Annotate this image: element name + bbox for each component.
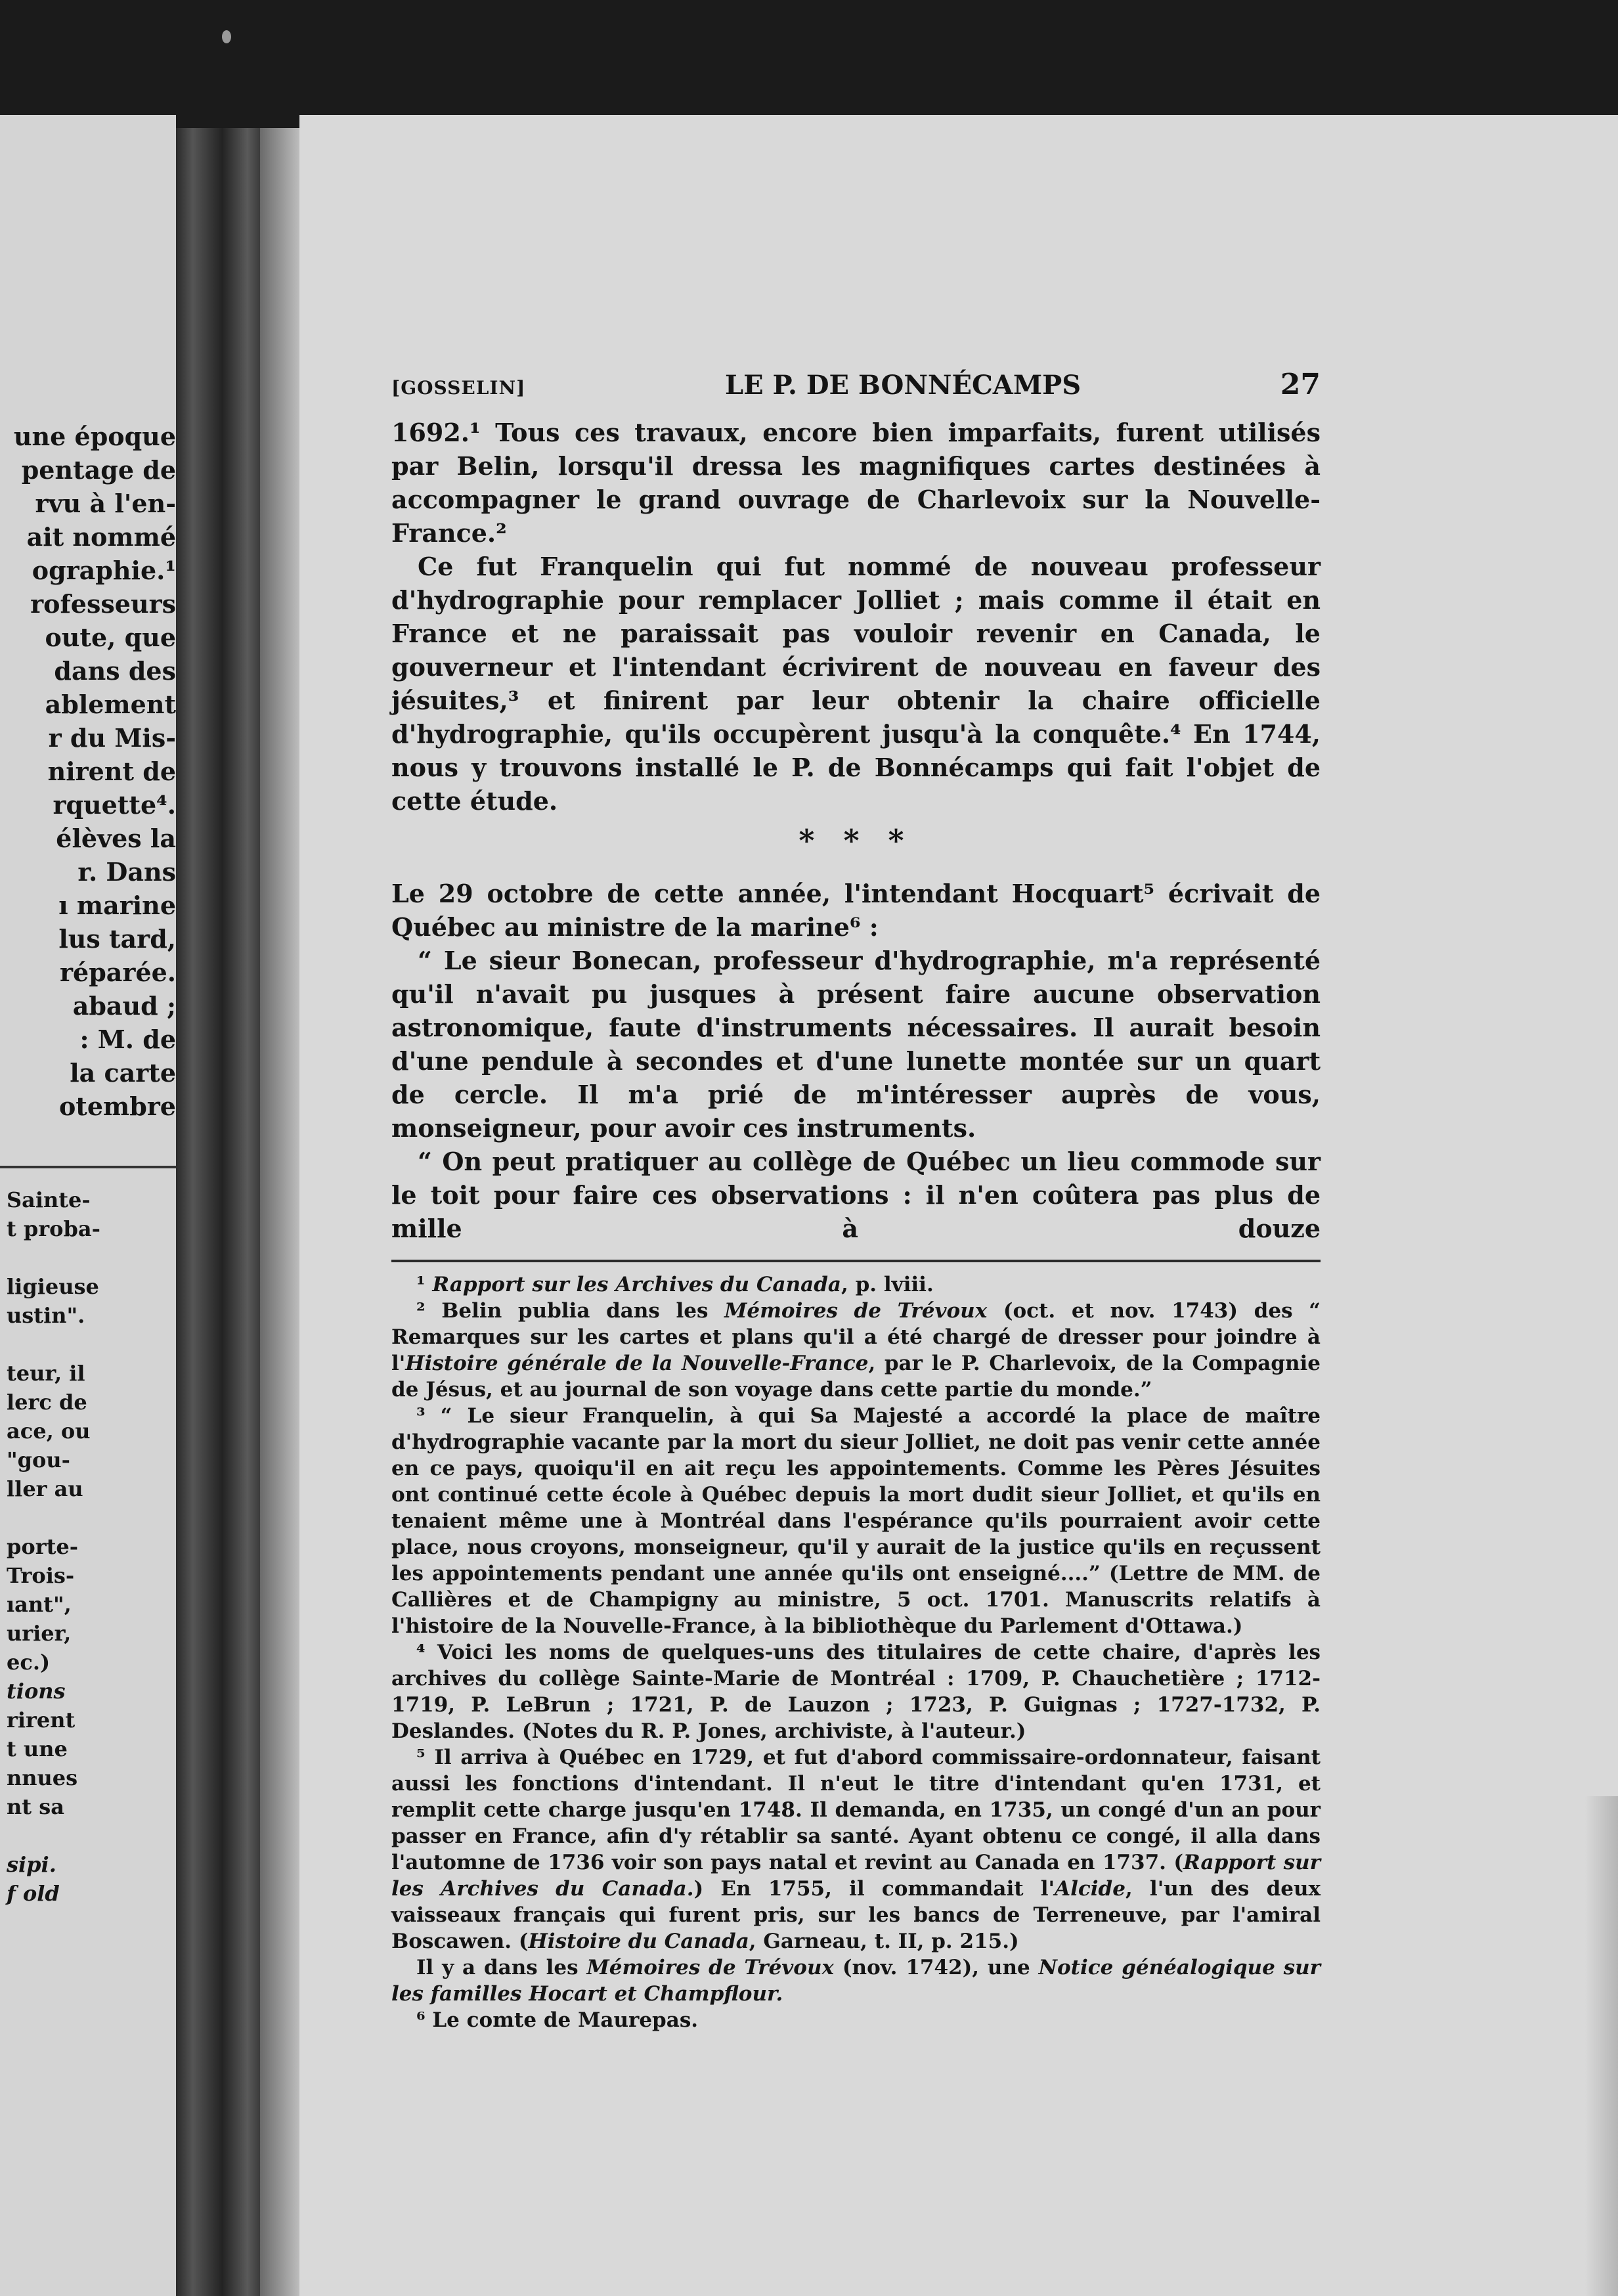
footnote-text: , Garneau, t. II, p. 215.) <box>749 1930 1019 1953</box>
left-page-line: rvu à l'en- <box>35 489 176 518</box>
left-footnote-line: teur, il <box>7 1361 85 1386</box>
book-gutter <box>176 128 260 2296</box>
page-curl-shadow <box>1585 1796 1618 2296</box>
left-footnote-line: sipi. <box>7 1852 56 1877</box>
footnote-text: , l'un des deux vaisseaux français qui furent pris, sur les bancs de Terreneuve, par l'amiral Boscawen. ( <box>391 1877 1321 1953</box>
footnote-text: , p. lviii. <box>841 1273 934 1296</box>
left-page-line: dans des <box>54 656 176 686</box>
footnote-1 <box>391 1271 1321 1298</box>
footnote-4: ⁴ Voici les noms de quelques-uns des titulaires de cette chaire, d'après les archives du collège Sainte-Marie de Montréal : 1709, P. Chauchetière ; 1712-1719, P. LeBrun ; 1721, P. de Lauzon ; 1723, P. Guignas ; 1727-1732, P. Deslandes. (Notes du R. P. Jones, archiviste, à l'auteur.) <box>391 1641 1321 1743</box>
left-page-line: ablement <box>45 690 176 719</box>
left-page-fragment <box>0 115 176 2296</box>
left-footnote-line: ligieuse <box>7 1274 99 1299</box>
left-footnote-line: lerc de <box>7 1390 87 1415</box>
footnote-title: Notice généalogique sur les familles Hocart et Champflour. <box>391 1956 1321 2006</box>
footnote-text: ² Belin publia dans les <box>416 1299 725 1323</box>
left-page-line: abaud ; <box>72 991 176 1021</box>
left-footnote-rule <box>0 1166 176 1168</box>
footnote-text: ⁵ Il arriva à Québec en 1729, et fut d'abord commissaire-ordonnateur, faisant aussi les fonctions d'intendant. Il n'eut le titre d'intendant qu'en 1731, et remplit cette charge jusqu'en 1748. Il demanda, en 1735, un congé d'un an pour passer en France, afin d'y rétablir sa santé. Ayant obtenu ce congé, il alla dans l'automne de 1736 voir son pays natal et revint au Canada en 1737. ( <box>391 1746 1321 1874</box>
running-head <box>391 368 1321 401</box>
left-page-line: réparée. <box>60 958 176 987</box>
left-page-line: ographie.¹ <box>32 556 176 585</box>
left-page-line: rofesseurs <box>30 589 176 619</box>
footnote-title: Histoire générale de la Nouvelle-France <box>405 1352 869 1375</box>
left-page-line: lus tard, <box>58 924 176 954</box>
left-footnote-line: t proba- <box>7 1216 100 1241</box>
left-page-line: une époque <box>13 422 176 451</box>
left-page-line: otembre <box>58 1092 176 1121</box>
left-footnote-line: nt sa <box>7 1794 64 1819</box>
left-footnote-line: ace, ou <box>7 1419 91 1444</box>
footnote-text: Il y a dans les <box>416 1956 587 1979</box>
left-page-line: élèves la <box>56 824 176 853</box>
left-footnote-line: ıant", <box>7 1592 72 1617</box>
left-page-line: ait nommé <box>26 522 176 552</box>
left-page-line: la carte <box>70 1058 176 1088</box>
left-page-line: oute, que <box>45 623 176 652</box>
left-footnote-line: Trois- <box>7 1563 75 1588</box>
footnote-text: (oct. et nov. 1743) des “ Remarques sur les cartes et plans qu'il a été chargé de dresser pour joindre à l' <box>391 1299 1321 1375</box>
footnote-title: Mémoires de Trévoux <box>724 1299 988 1323</box>
footnote-ship-name: Alcide <box>1055 1877 1126 1901</box>
footnote-3: ³ “ Le sieur Franquelin, à qui Sa Majesté a accordé la place de maître d'hydrographie vacante par la mort du sieur Jolliet, ne doit pas venir cette année en ce pays, quoiqu'il en ait reçu les appointements. Comme les Pères Jésuites ont continué cette école à Québec depuis la mort dudit sieur Jolliet, et qu'ils en tenaient même une à Montréal dans l'espérance qu'ils pourraient avoir cette place, nous croyons, monseigneur, qu'il y aurait de la justice qu'ils en reçussent les appointements pendant une année qu'ils ont enseigné....” (Lettre de MM. de Callières et de Champigny au ministre, 5 oct. 1701. Manuscrits relatifs à l'histoire de la Nouvelle-France, à la bibliothèque du Parlement d'Ottawa.) <box>391 1404 1321 1638</box>
section-break-asterism: * * * <box>798 823 913 858</box>
paragraph-5: “ On peut pratiquer au collège de Québec un lieu commode sur le toit pour faire ces observations : il n'en coûtera pas plus de mille à douze <box>391 1147 1321 1243</box>
paragraph-2: Ce fut Franquelin qui fut nommé de nouveau professeur d'hydrographie pour remplacer Jolliet ; mais comme il était en France et ne paraissait pas vouloir revenir en Canada, le gouverneur et l'intendant écrivirent de nouveau en faveur des jésuites,³ et finirent par leur obtenir la chaire officielle d'hydrographie, qu'ils occupèrent jusqu'à la conquête.⁴ En 1744, nous y trouvons installé le P. de Bonnécamps qui fait l'objet de cette étude. <box>391 552 1321 816</box>
left-page-line: pentage de <box>21 455 176 485</box>
left-footnote-line: "gou- <box>7 1447 70 1472</box>
footnote-text: ) En 1755, il commandait l' <box>693 1877 1055 1901</box>
footnote-title: Rapport sur les Archives du Canada. <box>391 1851 1321 1901</box>
paragraph-1: 1692.¹ Tous ces travaux, encore bien imparfaits, furent utilisés par Belin, lorsqu'il dressa les magnifiques cartes destinées à accompagner le grand ouvrage de Charlevoix sur la Nouvelle-France.² <box>391 418 1321 548</box>
footnote-2 <box>391 1298 1321 1403</box>
left-footnote-line: ller au <box>7 1476 83 1501</box>
gutter-edge <box>260 128 299 2296</box>
right-page <box>299 115 1618 2296</box>
footnote-title: Histoire du Canada <box>528 1930 749 1953</box>
left-footnote-line: ustin". <box>7 1303 85 1328</box>
left-footnote-line: porte- <box>7 1534 78 1559</box>
left-page-line: ı marine <box>58 891 176 920</box>
footnote-title: Mémoires de Trévoux <box>586 1956 834 1979</box>
page-text-block <box>391 368 1321 2033</box>
left-page-line: : M. de <box>79 1025 176 1054</box>
footnote-rule <box>391 1260 1321 1262</box>
footnote-text: (nov. 1742), une <box>834 1956 1039 1979</box>
footnote-6: ⁶ Le comte de Maurepas. <box>416 2008 699 2032</box>
left-footnote-line: rirent <box>7 1708 76 1733</box>
paragraph-4: “ Le sieur Bonecan, professeur d'hydrographie, m'a représenté qu'il n'avait pu jusques à présent faire aucune observation astronomique, faute d'instruments nécessaires. Il aurait besoin d'une pendule à secondes et d'une lunette montée sur un quart de cercle. Il m'a prié de m'intéresser auprès de vous, monseigneur, pour avoir ces instruments. <box>391 946 1321 1143</box>
left-page-line: nirent de <box>47 757 176 786</box>
footnote-marker: ¹ <box>416 1273 426 1296</box>
left-footnote-line: tions <box>7 1679 66 1704</box>
left-page-line: r du Mis- <box>48 723 176 753</box>
left-footnote-line: ec.) <box>7 1650 51 1675</box>
left-footnote-line: t une <box>7 1736 68 1761</box>
running-head-title: LE P. DE BONNÉCAMPS <box>725 370 1082 401</box>
footnote-text: , par le P. Charlevoix, de la Compagnie de Jésus, et au journal de son voyage dans cette partie du monde.” <box>391 1352 1321 1402</box>
page-number: 27 <box>1280 368 1321 401</box>
left-page-line: rquette⁴. <box>53 790 176 820</box>
left-footnote-line: Sainte- <box>7 1187 91 1212</box>
paragraph-3: Le 29 octobre de cette année, l'intendant Hocquart⁵ écrivait de Québec au ministre de la marine⁶ : <box>391 879 1321 942</box>
left-footnote-line: f old <box>7 1881 60 1906</box>
left-footnote-line: nnues <box>7 1765 78 1790</box>
footnote-5-continued <box>391 1954 1321 2007</box>
footnote-title: Rapport sur les Archives du Canada <box>432 1273 841 1296</box>
left-footnote-line: urier, <box>7 1621 72 1646</box>
running-head-author: [GOSSELIN] <box>391 377 526 399</box>
footnote-5 <box>391 1744 1321 1954</box>
scan-speck <box>222 30 231 43</box>
left-page-line: r. Dans <box>77 857 176 887</box>
